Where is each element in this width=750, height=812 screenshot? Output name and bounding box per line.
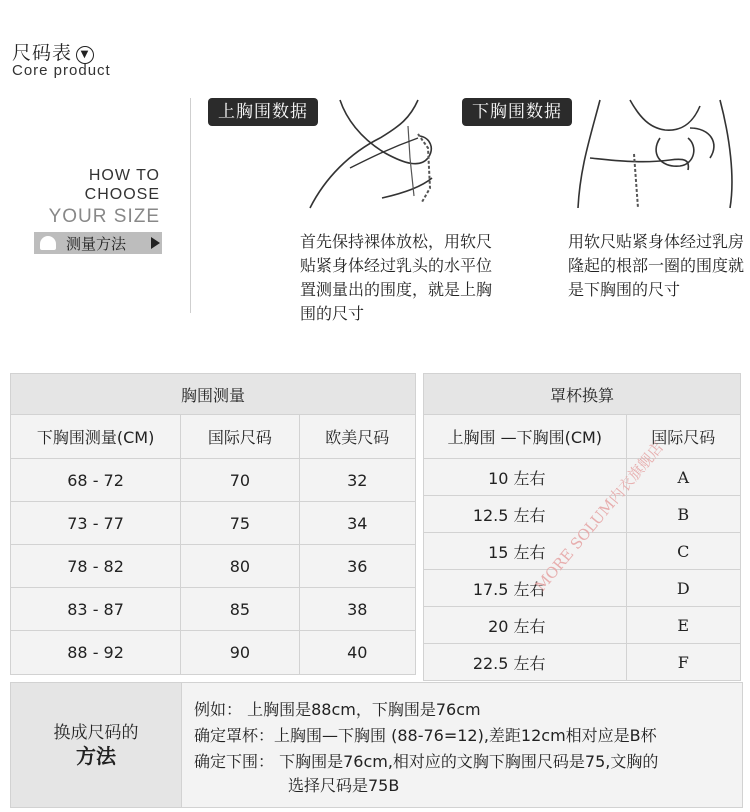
table-cell: 90 [181,631,299,675]
table-cell: 70 [181,459,299,502]
page-title [12,38,94,65]
method-cup-line: 确定罩杯：上胸围—下胸围 (88-76=12),差距12cm相对应是B杯 [194,726,657,745]
table-cell: 88 - 92 [11,631,181,675]
under-bust-tag: 下胸围数据 [462,98,572,126]
table-row [11,502,416,545]
table-cell: E [626,607,740,644]
table-cell: 32 [299,459,415,502]
table-cell: 34 [299,502,415,545]
upper-bust-description: 首先保持裸体放松，用软尺贴紧身体经过乳头的水平位置测量出的围度，就是上胸围的尺寸 [300,232,493,323]
your-size-label: YOUR SIZE [48,206,160,227]
table-cell: 36 [299,545,415,588]
measure-method-badge [34,232,162,254]
how-to-choose [60,166,160,204]
table-cell: 20 左右 [424,607,627,644]
table-cell: D [626,570,740,607]
column-header: 下胸围测量(CM) [11,415,181,459]
method-title-line1: 换成尺码的 [53,723,139,743]
bust-measurement-table [10,373,416,675]
page-subtitle: Core product [12,62,111,79]
column-header: 欧美尺码 [299,415,415,459]
table-title: 罩杯换算 [424,374,741,415]
table-cell: 15 左右 [424,533,627,570]
table-cell: B [626,496,740,533]
table-cell: 75 [181,502,299,545]
column-header: 国际尺码 [626,415,740,459]
method-example-line: 例如： 上胸围是88cm，下胸围是76cm [194,700,481,719]
table-title: 胸围测量 [11,374,416,415]
table-cell: C [626,533,740,570]
upper-bust-tag: 上胸围数据 [208,98,318,126]
under-bust-illustration [570,98,740,210]
bra-icon [40,236,56,250]
table-cell: 85 [181,588,299,631]
divider [190,98,191,313]
table-row [424,459,741,496]
table-cell: 38 [299,588,415,631]
under-bust-description: 用软尺贴紧身体经过乳房隆起的根部一圈的围度就是下胸围的尺寸 [568,232,745,299]
table-row [424,644,741,681]
table-cell: 22.5 左右 [424,644,627,681]
column-header: 国际尺码 [181,415,299,459]
table-cell: 78 - 82 [11,545,181,588]
table-cell: 12.5 左右 [424,496,627,533]
table-cell: 17.5 左右 [424,570,627,607]
table-cell: 83 - 87 [11,588,181,631]
table-cell: 73 - 77 [11,502,181,545]
choose-line: CHOOSE [84,186,160,203]
method-result-line: 选择尺码是75B [288,776,400,795]
table-row [424,607,741,644]
table-cell: A [626,459,740,496]
table-row [11,545,416,588]
table-cell: 40 [299,631,415,675]
table-row [11,631,416,675]
table-row [424,570,741,607]
method-band-line: 确定下围： 下胸围是76cm,相对应的文胸下胸围尺码是75,文胸的 [194,752,659,771]
method-title-line2: 方法 [76,744,116,768]
table-cell: 80 [181,545,299,588]
measure-method-label: 测量方法 [66,235,127,253]
table-cell: F [626,644,740,681]
store-watermark: MORE SOLUM内衣旗舰店 [531,438,668,595]
how-to-line: HOW TO [88,167,160,184]
page-title-text: 尺码表 [12,42,73,64]
table-row [11,588,416,631]
table-cell: 68 - 72 [11,459,181,502]
chevron-down-icon: ▼ [76,46,94,64]
column-header: 上胸围 —下胸围(CM) [424,415,627,459]
table-row [11,459,416,502]
table-cell: 10 左右 [424,459,627,496]
play-arrow-icon [151,237,160,249]
